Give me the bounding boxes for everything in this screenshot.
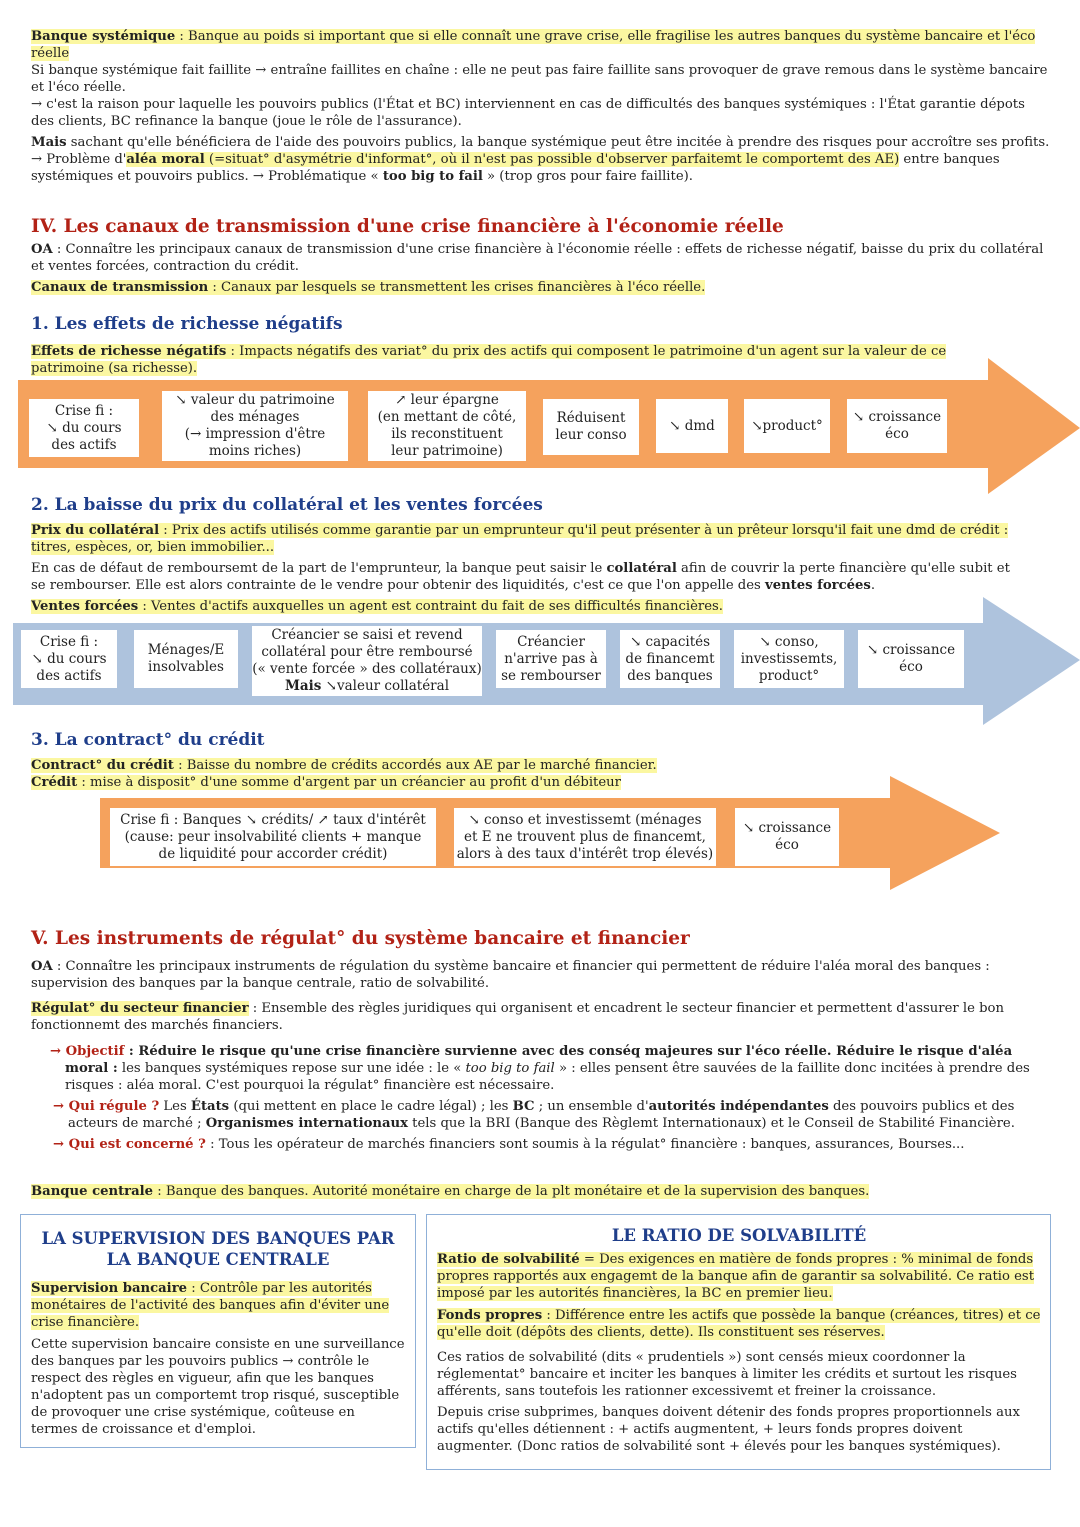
text-arrow1-boxes-0-l1: Crise fi : — [54, 402, 114, 419]
text-intro-p4-d: (=situat° d'asymétrie d'informat°, où il n'est pas possible d'observer parfaitemt le comportemt des AE) — [204, 152, 900, 167]
text-section5-qui-i: tels que la BRI (Banque des Règlemt Internationaux) et le Conseil de Stabilité Financière. — [407, 1116, 1015, 1131]
text-section5-qui-h: Organismes internationaux — [205, 1116, 408, 1131]
panel-ratio-p4: Depuis crise subprimes, banques doivent détenir des fonds propres proportionnels aux actifs qu'elles détiennent : + actifs augmentent, + leurs fonds propres doivent augmenter. (Donc ratios de solvabilité sont + élevés pour les banques systémiques). — [437, 1405, 1020, 1454]
text-section5-qui-d: BC — [512, 1099, 535, 1114]
text-arrow2-boxes-3-l2: n'arrive pas à — [504, 650, 598, 667]
panel-supervision — [20, 1214, 416, 1448]
text-arrow2-boxes-2-l4a: Mais — [284, 678, 322, 694]
text-section4-sub2-term2: Ventes forcées — [31, 599, 139, 614]
panel-supervision-def — [31, 1280, 405, 1331]
text-arrow1-boxes-1-l1: ↘ valeur du patrimoine — [175, 392, 335, 408]
text-section4-sub2-p-b: collatéral — [606, 561, 677, 576]
section4-title: IV. Les canaux de transmission d'une crise financière à l'économie réelle — [31, 216, 784, 237]
text-section5-oa-label: OA — [31, 959, 53, 974]
intro-p1 — [31, 28, 1051, 62]
text-section4-sub3-term2: Crédit — [31, 775, 78, 790]
panel-ratio-def1 — [437, 1251, 1041, 1302]
text-section5-qui-f: autorités indépendantes — [648, 1099, 829, 1114]
arrow3-box-3 — [735, 808, 839, 866]
text-arrow2-boxes-6-l2: éco — [899, 659, 923, 675]
arrow2-box-6 — [734, 630, 844, 688]
panel-ratio-p3: Ces ratios de solvabilité (dits « prudentiels ») sont censés mieux coordonner la réglementat° bancaire et inciter les banques à limiter les crédits et surtout les risques afférents, sans toutefois les rationner excessivemt et freiner la croissance. — [437, 1350, 1017, 1399]
text-section4-sub1-term: Effets de richesse négatifs — [31, 344, 227, 359]
text-section4-canaux-def: : Canaux par lesquels se transmettent les crises financières à l'éco réelle. — [208, 280, 706, 295]
text-arrow3-boxes-0-l3: de liquidité pour accorder crédit) — [158, 845, 388, 862]
section5-block — [31, 958, 1051, 1034]
text-arrow2-boxes-6-l1: ↘ croissance — [866, 642, 956, 658]
bc-def — [31, 1183, 1051, 1200]
arrow2-box-1 — [21, 630, 117, 688]
arrow2-box-7 — [858, 630, 964, 688]
text-arrow1-boxes-3-l1: Réduisent — [556, 410, 626, 426]
text-arrow2-boxes-3-l1: Créancier — [517, 633, 585, 650]
text-panel-left-title-l1: LA SUPERVISION DES BANQUES PAR — [41, 1229, 395, 1248]
arrow2-box-5 — [620, 630, 720, 688]
text-arrow2-boxes-1-l2: insolvables — [148, 659, 224, 675]
panel-ratio — [426, 1214, 1051, 1470]
text-arrow2-boxes-2-l1: Créancier se saisi et revend — [271, 627, 463, 643]
text-section4-sub2-def2: : Ventes d'actifs auxquelles un agent est contraint du fait de ses difficultés financières. — [138, 599, 723, 614]
text-panel-right-def1: = Des exigences en matière de fonds propres : % minimal de fonds propres rapportés aux engagemt de la banque afin de garantir sa solvabilité. Ce ratio est imposé par les autorités financières, la BC en premier lieu. — [437, 1252, 1034, 1301]
text-section4-canaux-term: Canaux de transmission — [31, 280, 209, 295]
text-section5-qui-e: ; un ensemble d' — [534, 1099, 649, 1114]
section5-title: V. Les instruments de régulat° du système bancaire et financier — [31, 928, 690, 949]
text-arrow2-boxes-3-l3: se rembourser — [501, 667, 601, 684]
panel-ratio-title: LE RATIO DE SOLVABILITÉ — [611, 1226, 867, 1245]
text-intro-p1-def: : Banque au poids si important que si elle connaît une grave crise, elle fragilise les autres banques du système bancaire et l'éco réelle — [31, 29, 1036, 61]
text-intro-p1-term: Banque systémique — [31, 29, 176, 44]
text-arrow1-boxes-1-l4: moins riches) — [208, 443, 302, 459]
arrow2-box-4 — [496, 630, 606, 688]
text-section4-sub2-p-a: En cas de défaut de remboursemt de la part de l'emprunteur, la banque peut saisir le — [31, 561, 607, 576]
text-section4-sub3-term: Contract° du crédit — [31, 758, 174, 773]
text-arrow1-boxes-4-l1: ↘ dmd — [669, 417, 715, 434]
arrow3-box-2 — [454, 808, 716, 866]
text-arrow3-boxes-1-l1: ↘ conso et investissemt (ménages — [468, 811, 702, 828]
text-section5-qui-b: États — [190, 1099, 230, 1114]
arrow1-box-7 — [847, 399, 947, 453]
intro-block — [31, 28, 1051, 185]
text-arrow1-boxes-6-l2: éco — [885, 426, 909, 442]
text-panel-left-def: : Contrôle par les autorités monétaires de l'activité des banques afin d'éviter une crise financière. — [31, 1281, 390, 1330]
text-panel-right-term1: Ratio de solvabilité — [437, 1252, 580, 1267]
text-section4-sub2-p-c: afin de couvrir la perte financière qu'elle subit et se rembourser. Elle est alors contrainte de le vendre pour obtenir des liquidités, c'est ce que l'on appelle des — [31, 561, 1010, 593]
text-intro-p4-c: aléa moral — [126, 152, 205, 167]
text-arrow1-boxes-2-l3: ils reconstituent — [391, 426, 503, 442]
text-arrow3-boxes-2-l2: éco — [775, 837, 799, 853]
text-section5-bc-def: : Banque des banques. Autorité monétaire en charge de la plt monétaire et de la supervision des banques. — [153, 1184, 870, 1199]
text-arrow2-boxes-0-l3: des actifs — [36, 667, 102, 684]
intro-p4 — [31, 134, 1051, 185]
text-section5-obj-text: les banques systémiques repose sur une idée : le « — [117, 1061, 466, 1076]
text-arrow2-boxes-5-l1: ↘ conso, — [759, 633, 819, 650]
text-arrow2-boxes-5-l3: product° — [758, 667, 820, 684]
text-arrow2-boxes-0-l1: Crise fi : — [39, 633, 99, 650]
text-intro-p4-e: entre banques systémiques et pouvoirs publics. → Problématique « — [31, 152, 1000, 184]
sub1-title: 1. Les effets de richesse négatifs — [31, 314, 343, 334]
text-section5-qui-a: Les — [159, 1099, 191, 1114]
text-arrow3-boxes-2-l1: ↘ croissance — [742, 820, 832, 836]
text-arrow1-boxes-2-l2: (en mettant de côté, — [377, 409, 517, 425]
text-arrow2-boxes-4-l2: de financemt — [625, 650, 715, 667]
text-panel-left-term: Supervision bancaire — [31, 1281, 188, 1296]
arrow2-box-3 — [252, 626, 482, 696]
text-arrow1-boxes-0-l2: ↘ du cours — [46, 419, 122, 436]
sub3-title: 3. La contract° du crédit — [31, 730, 265, 750]
text-arrow2-boxes-2-l2: collatéral pour être remboursé — [261, 644, 473, 660]
text-arrow1-boxes-6-l1: ↘ croissance — [852, 409, 942, 425]
arrow1-box-4 — [543, 399, 639, 455]
text-arrow2-boxes-1-l1: Ménages/E — [147, 642, 225, 658]
text-arrow1-boxes-2-l4: leur patrimoine) — [391, 443, 503, 459]
text-panel-left-title-l2: LA BANQUE CENTRALE — [106, 1250, 330, 1269]
arrow1-box-5 — [656, 399, 728, 453]
text-section5-reg-def: : Ensemble des règles juridiques qui organisent et encadrent le secteur financier et permettent d'assurer le bon fonctionnemt des marchés financiers. — [31, 1001, 1004, 1033]
text-section4-sub2-p-e: . — [870, 578, 876, 593]
text-arrow3-boxes-1-l2: et E ne trouvent plus de financemt, — [464, 828, 706, 845]
text-arrow2-boxes-2-l4b: ↘valeur collatéral — [321, 678, 450, 694]
text-section4-sub2-term: Prix du collatéral — [31, 523, 160, 538]
panel-supervision-text: Cette supervision bancaire consiste en une surveillance des banques par les pouvoirs publics → contrôle le respect des règles en vigueur, afin que les banques n'adoptent pas un comportemt trop risqué, susceptible de provoquer une crise systémique, coûteuse en termes de croissance et d'emploi. — [31, 1337, 405, 1437]
text-section5-qui-label: → Qui régule ? — [53, 1099, 160, 1114]
text-arrow3-boxes-0-l1: Crise fi : Banques ↘ crédits/ ↗ taux d'intérêt — [120, 811, 426, 828]
arrow1-box-1 — [29, 399, 139, 457]
text-section5-reg-term: Régulat° du secteur financier — [31, 1001, 249, 1016]
text-arrow1-boxes-3-l2: leur conso — [555, 427, 627, 443]
text-intro-p4-a: Mais — [31, 135, 67, 150]
text-section5-obj-it: too big to fail — [465, 1061, 555, 1076]
text-section5-bc-term: Banque centrale — [31, 1184, 154, 1199]
text-section5-obj-bold: : Réduire le risque qu'une crise financière survienne avec des conséq majeures sur l'éco réelle. Réduire le risque d'aléa moral : — [65, 1044, 1013, 1076]
text-section5-obj-text2: » : elles pensent être sauvées de la faillite donc incitées à prendre des risques : aléa moral. C'est pourquoi la régulat° financière est nécessaire. — [65, 1061, 1030, 1093]
text-section4-oa-label: OA — [31, 242, 53, 257]
arrow1-box-6 — [744, 399, 830, 453]
text-arrow2-boxes-2-l3: (« vente forcée » des collatéraux) — [252, 661, 482, 677]
text-section5-qui-c: (qui mettent en place le cadre légal) ; les — [229, 1099, 513, 1114]
text-panel-right-term2: Fonds propres — [437, 1308, 543, 1323]
text-arrow1-boxes-1-l2: des ménages — [210, 409, 300, 425]
text-intro-p4-g: » (trop gros pour faire faillite). — [482, 169, 693, 184]
text-arrow1-boxes-2-l1: ↗ leur épargne — [395, 392, 499, 408]
text-section5-qui-g: des pouvoirs publics et des acteurs de marché ; — [68, 1099, 1015, 1131]
text-arrow2-boxes-4-l1: ↘ capacités — [629, 633, 711, 650]
text-section4-sub1-def: : Impacts négatifs des variat° du prix des actifs qui composent le patrimoine d'un agent sur la valeur de ce patrimoine (sa richesse). — [31, 344, 947, 376]
text-section4-oa-text: : Connaître les principaux canaux de transmission d'une crise financière à l'économie réelle : effets de richesse négatif, baisse du prix du collatéral et ventes forcées, contraction du crédit. — [31, 242, 1044, 274]
arrow3-box-1 — [110, 808, 436, 866]
text-arrow2-boxes-4-l3: des banques — [627, 667, 713, 684]
text-section4-sub2-p-d: ventes forcées — [765, 578, 871, 593]
text-intro-p4-b: sachant qu'elle bénéficiera de l'aide des pouvoirs publics, la banque systémique peut être incitée à prendre des risques pour accroître ses profits. → Problème d' — [31, 135, 1050, 167]
text-intro-p4-f: too big to fail — [382, 169, 483, 184]
sub2-title: 2. La baisse du prix du collatéral et les ventes forcées — [31, 495, 543, 515]
text-arrow2-boxes-0-l2: ↘ du cours — [31, 650, 107, 667]
arrow1-box-3 — [368, 391, 526, 461]
text-section4-sub2-def: : Prix des actifs utilisés comme garantie par un emprunteur qu'il peut présenter à un prêteur lorsqu'il fait une dmd de crédit : titres, espèces, or, bien immobilier... — [31, 523, 1009, 555]
text-section5-obj-label: → Objectif — [50, 1044, 125, 1059]
section4-oa — [31, 241, 1051, 296]
text-section4-sub3-def2: : mise à disposit° d'une somme d'argent par un créancier au profit d'un débiteur — [77, 775, 621, 790]
text-arrow3-boxes-1-l3: alors à des taux d'intérêt trop élevés) — [456, 845, 714, 862]
text-arrow1-boxes-0-l3: des actifs — [51, 436, 117, 453]
text-section5-oa-text: : Connaître les principaux instruments de régulation du système bancaire et financier qui permettent de réduire l'aléa moral des banques : supervision des banques par la banque centrale, ratio de solvabilité. — [31, 959, 990, 991]
canaux-def — [31, 279, 1051, 296]
text-arrow1-boxes-5-l1: ↘product° — [751, 417, 823, 434]
intro-p2: Si banque systémique fait faillite → entraîne faillites en chaîne : elle ne peut pas faire faillite sans provoquer de grave remous dans le système bancaire et l'éco réelle. — [31, 63, 1048, 95]
arrow1-box-2 — [162, 391, 348, 461]
text-section5-conc-text: : Tous les opérateur de marchés financiers sont soumis à la régulat° financière : banques, assurances, Bourses... — [205, 1137, 965, 1152]
text-panel-right-def2: : Différence entre les actifs que possède la banque (créances, titres) et ce qu'elle doit (dépôts des clients, dette). Ils constituent ses réserves. — [437, 1308, 1041, 1340]
intro-p3: → c'est la raison pour laquelle les pouvoirs publics (l'État et BC) interviennent en cas de difficultés des banques systémiques : l'État garantie dépots des clients, BC refinance la banque (joue le rôle de l'assurance). — [31, 97, 1025, 129]
panel-supervision-title — [31, 1228, 405, 1270]
objectif-block — [50, 1043, 1035, 1153]
text-arrow1-boxes-1-l3: (→ impression d'être — [184, 426, 326, 442]
text-section5-conc-label: → Qui est concerné ? — [53, 1137, 206, 1152]
text-arrow3-boxes-0-l2: (cause: peur insolvabilité clients + manque — [124, 828, 422, 845]
arrow2-box-2 — [134, 630, 238, 688]
text-section4-sub3-def: : Baisse du nombre de crédits accordés aux AE par le marché financier. — [173, 758, 657, 773]
text-arrow2-boxes-5-l2: investissemts, — [740, 650, 838, 667]
panel-ratio-def2 — [437, 1307, 1041, 1341]
